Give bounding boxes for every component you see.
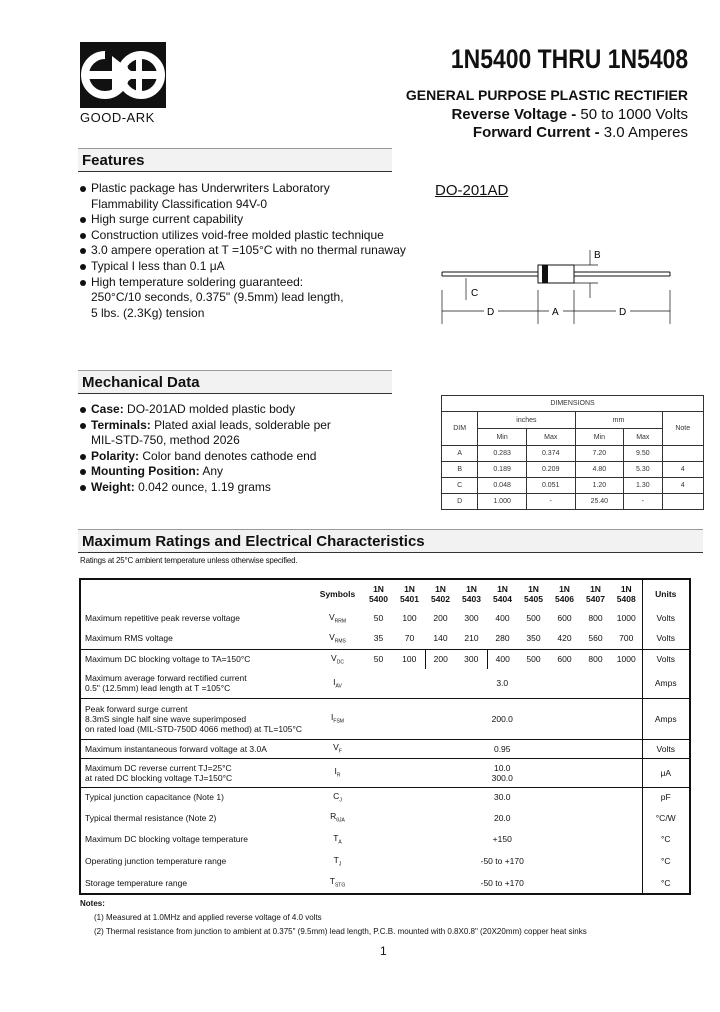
symbol-subscript: RMS xyxy=(334,638,346,645)
rating-symbol xyxy=(312,698,363,739)
dimension-cell: 4 xyxy=(662,478,704,494)
part-number-header: 1N 5400 xyxy=(369,584,388,604)
rating-value: -50 to +170 xyxy=(480,856,524,866)
symbol-subscript: J xyxy=(339,797,342,804)
rating-unit: Amps xyxy=(642,698,690,739)
dimension-cell: 1.000 xyxy=(478,494,527,510)
dimension-cell: 4.80 xyxy=(575,462,624,478)
rating-description: Maximum RMS voltage xyxy=(85,633,173,644)
rating-value: 600 xyxy=(557,613,572,623)
symbol-main: V xyxy=(331,652,337,663)
symbol-main: I xyxy=(333,676,336,687)
dimension-cell: 4 xyxy=(662,462,704,478)
forward-current-value: 3.0 Amperes xyxy=(603,124,688,141)
rating-value: 200 xyxy=(425,649,456,669)
symbol-subscript: FSM xyxy=(333,718,344,725)
rating-unit: μA xyxy=(642,758,690,787)
dimension-cell: 0.209 xyxy=(526,462,575,478)
dimension-cell xyxy=(662,446,704,462)
symbol-subscript: θJA xyxy=(336,817,345,824)
symbol-main: I xyxy=(331,712,334,723)
rating-description: Typical junction capacitance (Note 1) xyxy=(80,787,312,807)
rating-unit: Volts xyxy=(642,628,690,649)
notes-title: Notes: xyxy=(80,899,105,908)
rating-description: Maximum DC blocking voltage to TA=150°C xyxy=(80,649,312,669)
dimension-cell: 0.051 xyxy=(526,478,575,494)
rating-unit: Volts xyxy=(642,649,690,669)
symbol-main: T xyxy=(329,876,335,887)
feature-item: High surge current capability xyxy=(78,212,406,228)
part-number-header: 1N 5401 xyxy=(400,584,419,604)
rating-description: Typical thermal resistance (Note 2) xyxy=(85,812,217,823)
mechanical-item xyxy=(78,433,331,449)
dimension-row xyxy=(442,446,704,462)
dimension-cell: A xyxy=(442,446,478,462)
dim-label-d2: D xyxy=(619,307,627,318)
mechanical-item xyxy=(78,449,331,465)
rating-value: 420 xyxy=(557,633,572,644)
symbol-subscript: STG xyxy=(334,882,346,889)
rating-description: Maximum repetitive peak reverse voltage xyxy=(85,613,240,623)
rating-description: Maximum average forward rectified current 0.5" (12.5mm) lead length at T =105°C xyxy=(85,673,247,694)
rating-unit: °C xyxy=(642,828,690,850)
dimension-cell: 1.30 xyxy=(624,478,662,494)
rating-value: 700 xyxy=(619,633,634,644)
rating-value: 400 xyxy=(495,613,510,623)
note-1: (1) Measured at 1.0MHz and applied reverse voltage of 4.0 volts xyxy=(94,913,322,922)
symbol-main: V xyxy=(329,631,335,642)
rating-value: 500 xyxy=(518,649,549,669)
rating-value: 3.0 xyxy=(496,678,509,689)
mechanical-value: Plated axial leads, solderable per xyxy=(150,417,331,432)
rating-unit: pF xyxy=(642,787,690,807)
dimension-cell: 0.189 xyxy=(478,462,527,478)
dimension-cell: 7.20 xyxy=(575,446,624,462)
rating-symbol xyxy=(312,608,363,628)
dimension-cell: 0.374 xyxy=(526,446,575,462)
dimension-row xyxy=(442,462,704,478)
mechanical-heading: Mechanical Data xyxy=(78,370,392,394)
rating-unit: Amps xyxy=(642,669,690,698)
rating-symbol xyxy=(312,669,363,698)
rating-symbol xyxy=(312,739,363,758)
rating-value: 280 xyxy=(495,633,510,644)
rating-description: Maximum DC reverse current TJ=25°C at rated DC blocking voltage TJ=150°C xyxy=(80,758,312,787)
rating-row xyxy=(80,828,690,850)
rating-value: 35 xyxy=(373,633,384,644)
rating-description: Maximum DC blocking voltage temperature xyxy=(85,834,248,844)
symbol-main: C xyxy=(333,790,340,801)
rating-value: 300 xyxy=(464,613,479,623)
symbol-subscript: F xyxy=(338,748,342,755)
rating-unit: °C xyxy=(642,872,690,894)
ratings-condition: Ratings at 25°C ambient temperature unless otherwise specified. xyxy=(80,556,298,565)
rating-value: 560 xyxy=(588,633,603,644)
rating-row xyxy=(80,850,690,872)
rating-unit: °C xyxy=(642,850,690,872)
rating-value: 210 xyxy=(464,633,479,644)
dimensions-table xyxy=(441,395,704,510)
dimension-cell: 1.20 xyxy=(575,478,624,494)
symbol-main: V xyxy=(333,742,339,753)
rating-value: 1000 xyxy=(616,613,636,623)
ratings-table xyxy=(79,578,691,895)
rating-value: 30.0 xyxy=(363,787,642,807)
rating-value: 50 xyxy=(373,613,384,623)
feature-item: Plastic package has Underwriters Laboratory xyxy=(78,181,406,197)
dim-label-a: A xyxy=(552,307,559,318)
dimension-cell: D xyxy=(442,494,478,510)
mechanical-item xyxy=(78,480,331,496)
dimensions-title: DIMENSIONS xyxy=(442,396,704,412)
rating-value: 20.0 xyxy=(493,812,511,823)
dimension-cell: B xyxy=(442,462,478,478)
symbol-subscript: J xyxy=(338,861,342,868)
rating-value: +150 xyxy=(492,834,512,844)
mechanical-value: MIL-STD-750, method 2026 xyxy=(91,433,240,448)
symbol-subscript: DC xyxy=(336,659,344,666)
dimension-cell xyxy=(662,494,704,510)
mechanical-value: Any xyxy=(199,464,223,479)
units-header: Units xyxy=(642,579,690,608)
rating-row xyxy=(80,739,690,758)
mm-header: mm xyxy=(575,412,662,429)
dim-header: DIM xyxy=(442,412,478,446)
min-header: Min xyxy=(478,429,527,446)
rating-value: 50 xyxy=(363,649,394,669)
max-header: Max xyxy=(624,429,662,446)
rating-value: 100 xyxy=(394,649,425,669)
rating-description: Maximum instantaneous forward voltage at 3.0A xyxy=(80,739,312,758)
dimension-cell: 5.30 xyxy=(624,462,662,478)
page-number: 1 xyxy=(380,944,387,958)
mechanical-value: DO-201AD molded plastic body xyxy=(123,402,296,416)
rating-row xyxy=(80,758,690,787)
rating-symbol xyxy=(312,628,363,649)
subtitle: GENERAL PURPOSE PLASTIC RECTIFIER xyxy=(405,87,688,103)
forward-current xyxy=(473,124,688,141)
feature-item: Construction utilizes void-free molded plastic technique xyxy=(78,228,406,244)
package-name: DO-201AD xyxy=(435,182,509,199)
mechanical-key: Mounting Position: xyxy=(91,464,200,479)
rating-description: Operating junction temperature range xyxy=(85,856,227,866)
rating-row xyxy=(80,807,690,828)
dim-label-b: B xyxy=(594,250,601,261)
rating-unit: °C/W xyxy=(642,807,690,828)
rating-value: 350 xyxy=(526,633,541,644)
symbol-main: V xyxy=(328,611,335,622)
rating-value: 100 xyxy=(402,613,417,623)
rating-value: 10.0 300.0 xyxy=(363,758,642,787)
dimension-cell: 0.048 xyxy=(478,478,527,494)
dimension-cell: 9.50 xyxy=(624,446,662,462)
rating-value: -50 to +170 xyxy=(480,877,524,888)
rating-row xyxy=(80,669,690,698)
reverse-voltage xyxy=(451,106,688,123)
mechanical-key: Polarity: xyxy=(91,448,140,463)
dimension-row xyxy=(442,494,704,510)
symbol-main: R xyxy=(330,811,337,822)
mechanical-list xyxy=(78,402,331,496)
rating-symbol xyxy=(312,649,363,669)
features-list xyxy=(78,181,406,321)
rating-symbol xyxy=(312,787,363,807)
feature-item: Typical I less than 0.1 μA xyxy=(78,259,406,275)
part-number-header: 1N 5405 xyxy=(524,584,543,604)
brand-name: GOOD-ARK xyxy=(80,110,155,125)
dimension-cell: 25.40 xyxy=(575,494,624,510)
reverse-voltage-value: 50 to 1000 Volts xyxy=(580,106,688,123)
rating-value: 200 xyxy=(433,613,448,623)
page-title: 1N5400 THRU 1N5408 xyxy=(450,44,688,74)
forward-current-label: Forward Current - xyxy=(472,124,600,141)
mechanical-value: Color band denotes cathode end xyxy=(139,448,317,463)
mechanical-item xyxy=(78,418,331,434)
min-header: Min xyxy=(575,429,624,446)
symbol-main: T xyxy=(333,832,339,843)
rating-row xyxy=(80,608,690,628)
symbol-subscript: RRM xyxy=(334,618,347,625)
rating-value: 800 xyxy=(588,613,603,623)
note-header: Note xyxy=(662,412,704,446)
max-header: Max xyxy=(526,429,575,446)
rating-symbol xyxy=(312,872,363,894)
rating-symbol xyxy=(312,828,363,850)
dim-label-c: C xyxy=(471,288,479,299)
notes xyxy=(80,897,587,939)
mechanical-key: Weight: xyxy=(91,479,135,494)
inches-header: inches xyxy=(478,412,575,429)
ratings-heading: Maximum Ratings and Electrical Characteristics xyxy=(78,529,703,553)
part-number-header: 1N 5402 xyxy=(431,584,450,604)
rating-value: 400 xyxy=(487,649,518,669)
symbols-header: Symbols xyxy=(319,589,356,599)
rating-value: 600 xyxy=(549,649,580,669)
rating-symbol xyxy=(312,758,363,787)
part-number-header: 1N 5406 xyxy=(555,584,574,604)
part-number-header: 1N 5403 xyxy=(462,584,481,604)
part-number-header: 1N 5408 xyxy=(616,584,636,604)
mechanical-item xyxy=(78,464,331,480)
rating-description: Storage temperature range xyxy=(85,877,188,888)
rating-row xyxy=(80,649,690,669)
dimension-cell: - xyxy=(526,494,575,510)
rating-value: 500 xyxy=(526,613,541,623)
symbol-subscript: AV xyxy=(335,683,342,690)
part-number-header: 1N 5407 xyxy=(586,584,605,604)
symbol-main: T xyxy=(333,854,339,865)
symbol-main: I xyxy=(334,766,337,777)
rating-value: 300 xyxy=(456,649,487,669)
rating-row xyxy=(80,628,690,649)
feature-item: 3.0 ampere operation at T =105°C with no thermal runaway xyxy=(78,243,406,259)
mechanical-value: 0.042 ounce, 1.19 grams xyxy=(134,479,271,494)
rating-symbol xyxy=(312,807,363,828)
mechanical-key: Case: xyxy=(91,402,124,416)
feature-item: 5 lbs. (2.3Kg) tension xyxy=(91,305,205,320)
symbol-subscript: A xyxy=(338,839,342,846)
features-heading: Features xyxy=(78,148,392,172)
feature-item: Flammability Classification 94V-0 xyxy=(91,196,268,211)
mechanical-key: Terminals: xyxy=(91,417,151,432)
dimension-cell: 0.283 xyxy=(478,446,527,462)
rating-value: 200.0 xyxy=(363,698,642,739)
rating-row xyxy=(80,787,690,807)
rating-symbol xyxy=(312,850,363,872)
dimension-cell: C xyxy=(442,478,478,494)
feature-item: 250°C/10 seconds, 0.375" (9.5mm) lead length, xyxy=(91,290,344,305)
rating-description: Peak forward surge current 8.3mS single half sine wave superimposed on rated load (MIL-STD-750D 4066 method) at TL=105°C xyxy=(80,698,312,739)
dimension-row xyxy=(442,478,704,494)
dimension-cell: - xyxy=(624,494,662,510)
symbol-subscript: R xyxy=(336,772,341,779)
rating-value: 0.95 xyxy=(363,739,642,758)
diode-outline-drawing xyxy=(438,240,674,324)
feature-item: High temperature soldering guaranteed: xyxy=(78,275,406,291)
reverse-voltage-label: Reverse Voltage - xyxy=(451,106,577,123)
part-number-header: 1N 5404 xyxy=(493,584,512,604)
rating-value: 140 xyxy=(433,633,448,644)
rating-unit: Volts xyxy=(642,608,690,628)
rating-unit: Volts xyxy=(642,739,690,758)
rating-row xyxy=(80,872,690,894)
dim-label-d: D xyxy=(487,307,495,318)
rating-value: 70 xyxy=(404,633,415,644)
good-ark-logo xyxy=(80,42,166,108)
mechanical-item xyxy=(78,402,331,418)
rating-value: 800 xyxy=(580,649,611,669)
rating-row xyxy=(80,698,690,739)
note-2: (2) Thermal resistance from junction to ambient at 0.375" (9.5mm) lead length, P.C.B. mounted with 0.8X0.8" (20X20mm) copper heat sinks xyxy=(94,927,587,936)
rating-value: 1000 xyxy=(611,649,642,669)
